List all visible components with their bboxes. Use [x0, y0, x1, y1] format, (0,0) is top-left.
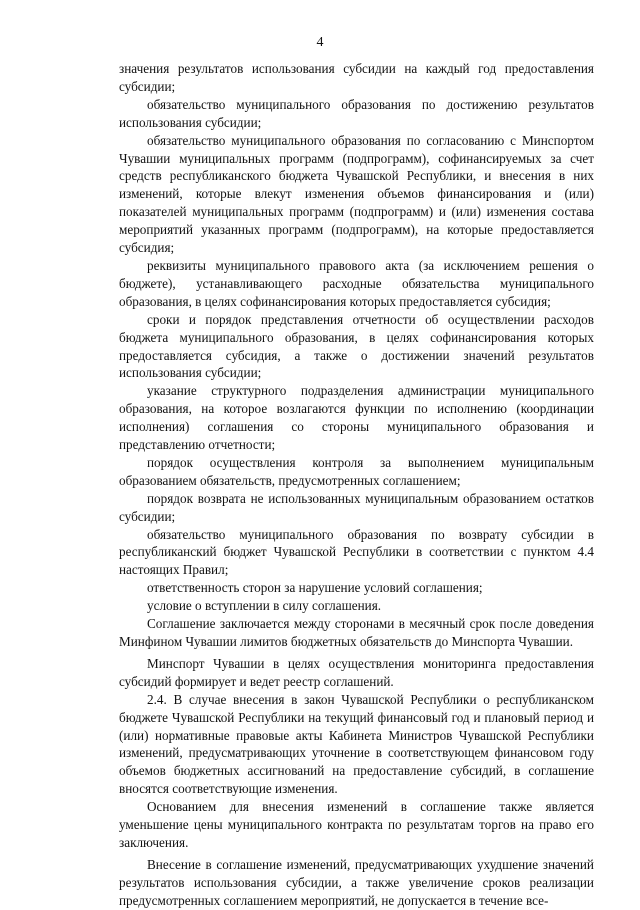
paragraph: Соглашение заключается между сторонами в месячный срок после доведения Минфином Чувашии лимитов бюджетных обязательств до Минспорта Чувашии.	[119, 616, 594, 649]
paragraph: Основанием для внесения изменений в соглашение также является уменьшение цены муниципального контракта по результатам торгов на право его заключения.	[119, 799, 594, 850]
paragraph: обязательство муниципального образования по достижению результатов использования субсидии;	[119, 96, 594, 130]
paragraph: Минспорт Чувашии в целях осуществления мониторинга предоставления субсидий формирует и ведет реестр соглашений.	[119, 655, 594, 689]
page-number: 4	[316, 35, 324, 50]
paragraph: ответственность сторон за нарушение условий соглашения;	[147, 580, 483, 596]
paragraph: порядок осуществления контроля за выполнением муниципальным образованием обязательств, предусмотренных соглашением;	[119, 454, 594, 488]
paragraph: обязательство муниципального образования по согласованию с Минспортом Чувашии муниципальных программ (подпрограмм), софинансируемых за счет средств республиканского бюджета Чувашской Республики, и внесения в них изменений, которые влекут изменения объемов финансирования и (или) показателей муниципальных программ (подпрограмм) и (или) изменения состава мероприятий указанных программ (подпрограмм), на которые предоставляется субсидия;	[119, 132, 594, 256]
document-body	[119, 60, 594, 910]
paragraph: обязательство муниципального образования по возврату субсидии в республиканский бюджет Чувашской Республики в соответствии с пунктом 4.4 настоящих Правил;	[119, 526, 594, 578]
paragraph: сроки и порядок представления отчетности об осуществлении расходов бюджета муниципального образования, в целях софинансирования которых предоставляется субсидия, а также о достижении значений результатов использования субсидии;	[119, 311, 594, 381]
paragraph: значения результатов использования субсидии на каждый год предоставления субсидии;	[119, 61, 594, 94]
paragraph: Внесение в соглашение изменений, предусматривающих ухудшение значений результатов использования субсидии, а также увеличение сроков реализации предусмотренных соглашением мероприятий, не допускается в течение все-	[119, 856, 594, 908]
paragraph: порядок возврата не использованных муниципальным образованием остатков субсидии;	[119, 490, 594, 524]
paragraph: указание структурного подразделения администрации муниципального образования, на которое возлагаются функции по исполнению (координации исполнения) соглашения со стороны муниципального образования и представлению отчетности;	[119, 383, 594, 453]
paragraph: реквизиты муниципального правового акта (за исключением решения о бюджете), устанавливающего расходные обязательства муниципального образования, в целях софинансирования которых предоставляется субсидия;	[119, 257, 594, 309]
paragraph: 2.4. В случае внесения в закон Чувашской Республики о республиканском бюджете Чувашской Республики на текущий финансовый год и плановый период и (или) нормативные правовые акты Кабинета Министров Чувашской Республики изменений, предусматривающих уточнение в соответствующем финансовом году объемов бюджетных ассигнований на предоставление субсидий, в соглашение вносятся соответствующие изменения.	[119, 691, 594, 797]
paragraph: условие о вступлении в силу соглашения.	[147, 598, 382, 614]
